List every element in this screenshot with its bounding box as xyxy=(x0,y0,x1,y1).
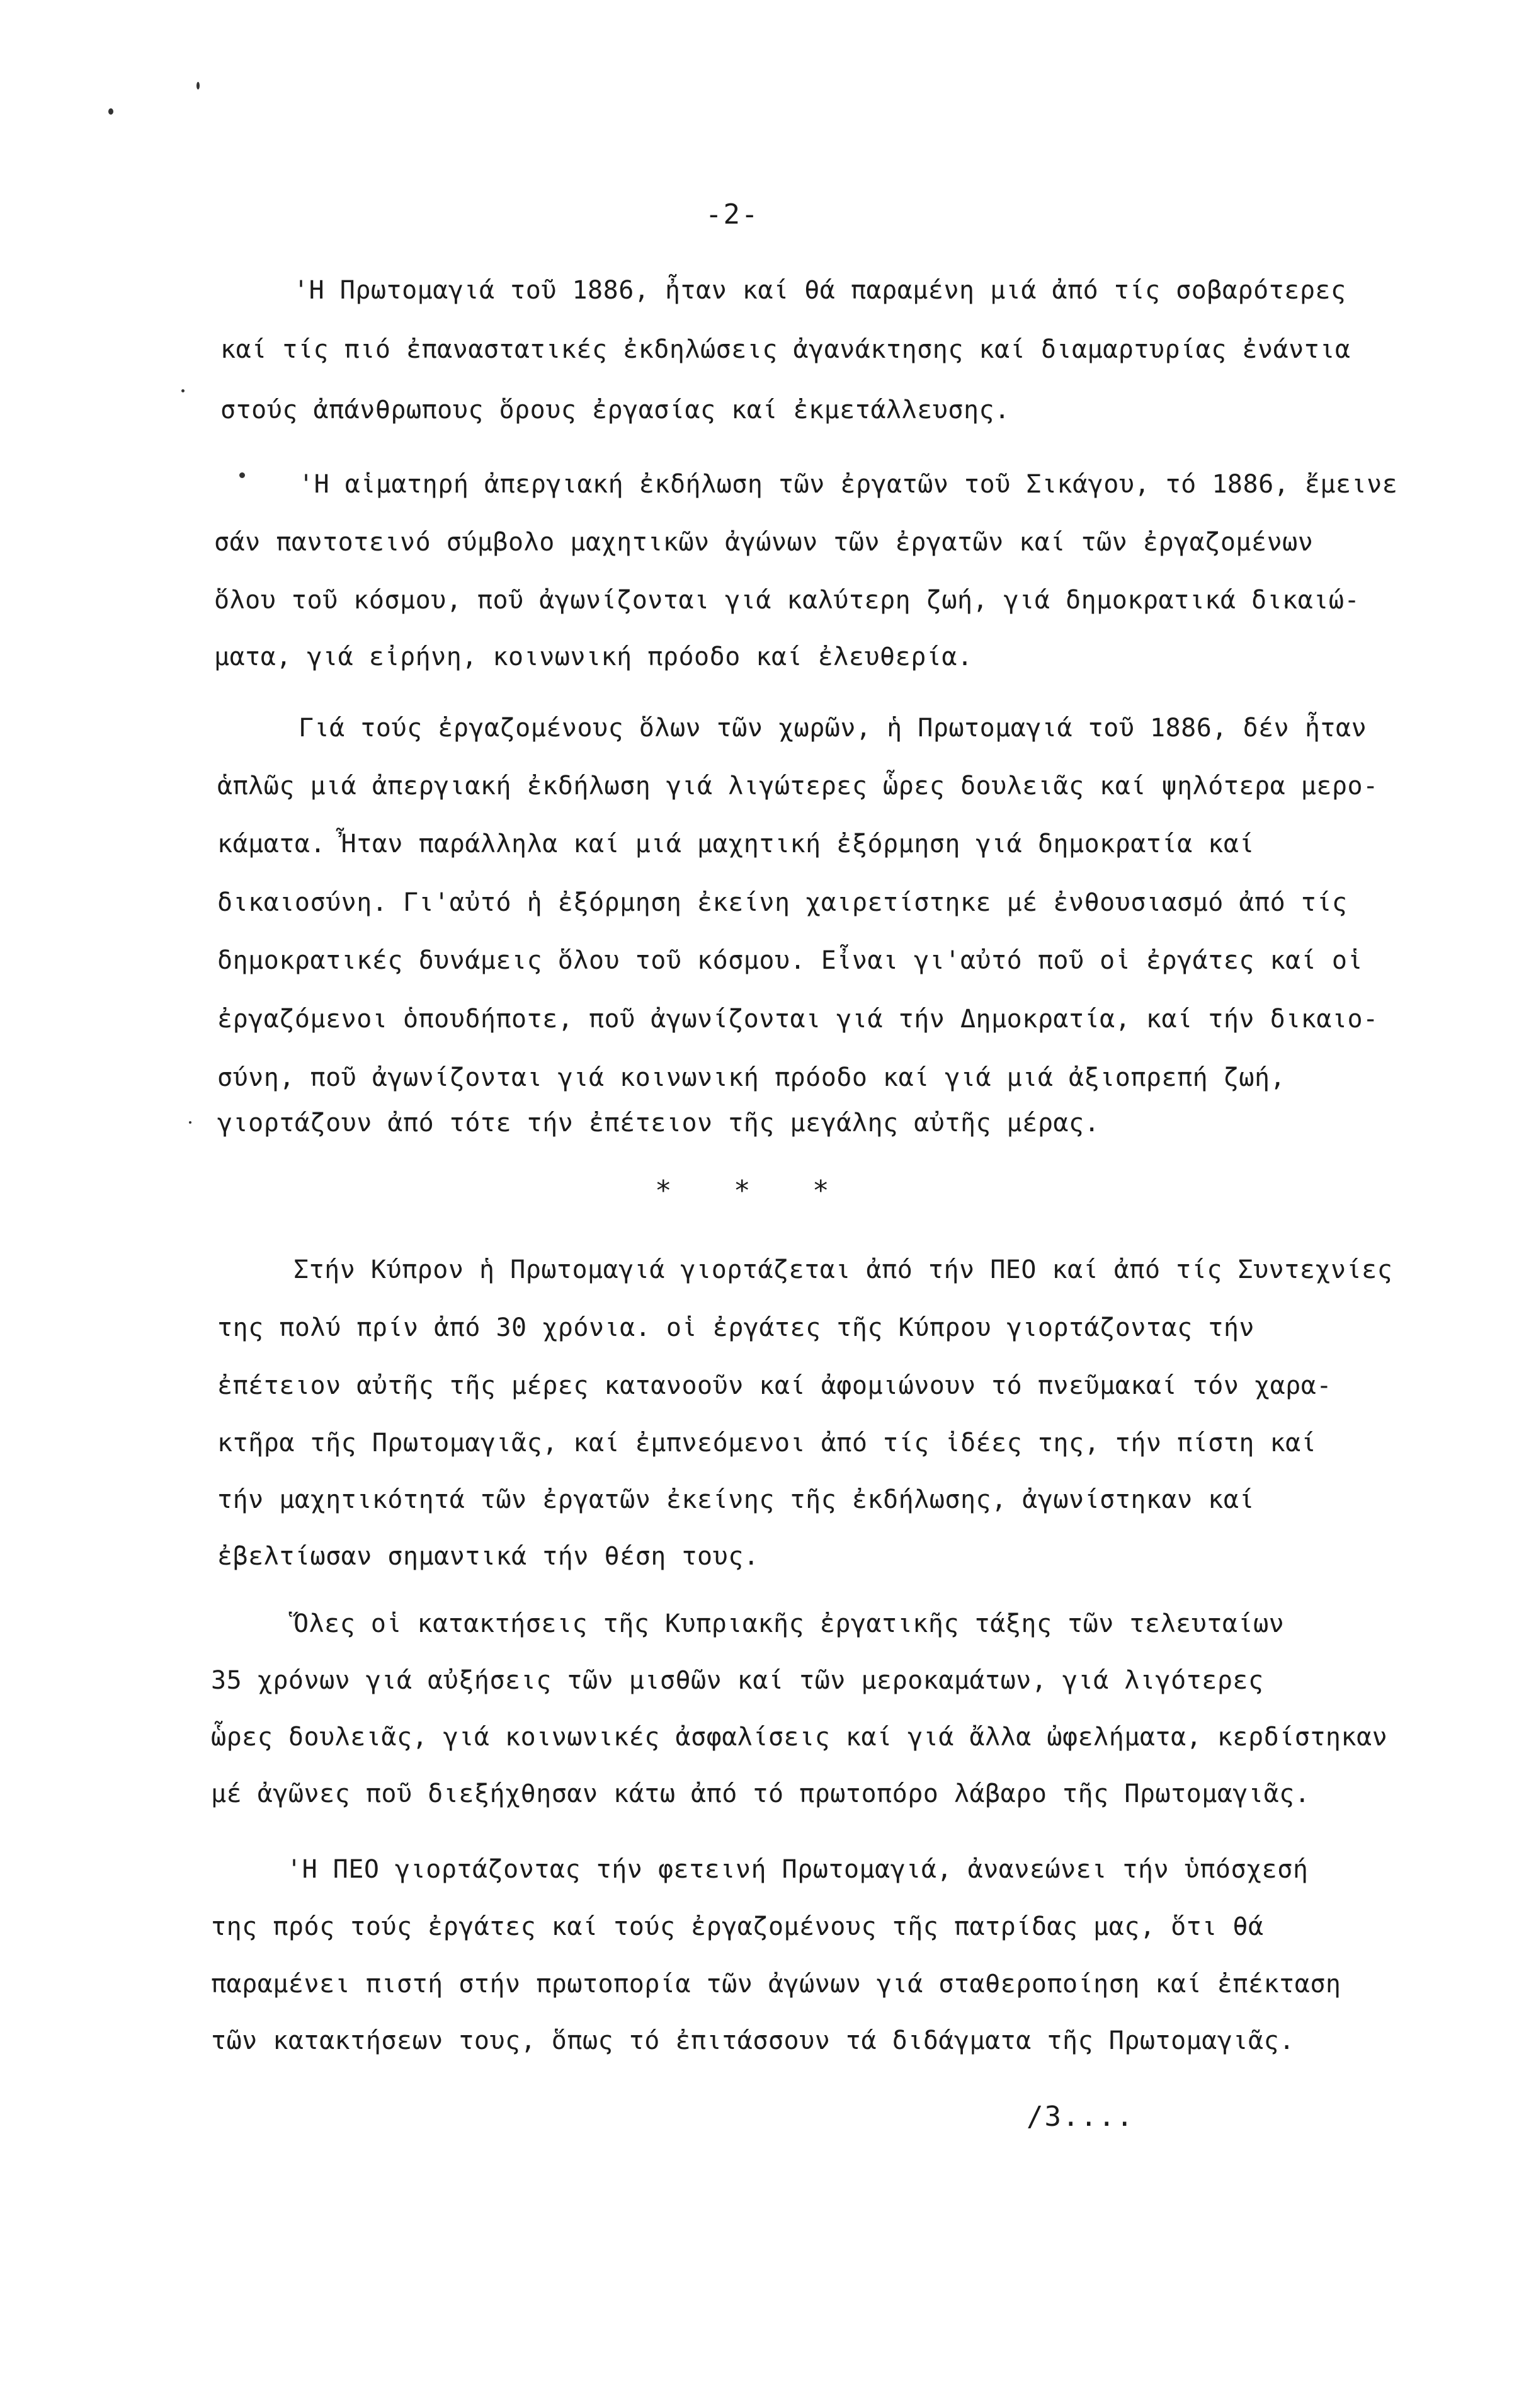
paragraph-1-line-3: στούς ἀπάνθρωπους ὅρους ἐργασίας καί ἐκμετάλλευσης. xyxy=(220,396,1010,425)
paragraph-1-line-1: 'Η Πρωτομαγιά τοῦ 1886, ἦταν καί θά παραμένη μιά ἀπό τίς σοβαρότερες xyxy=(293,276,1346,305)
paragraph-3-line-7: σύνη, ποῦ ἀγωνίζονται γιά κοινωνική πρόοδο καί γιά μιά ἀξιοπρεπή ζωή, xyxy=(217,1063,1286,1092)
paragraph-2-line-1: 'Η αἱματηρή ἀπεργιακή ἐκδήλωση τῶν ἐργατῶν τοῦ Σικάγου, τό 1886, ἔμεινε xyxy=(299,470,1398,499)
paragraph-6-line-1: 'Η ΠΕΟ γιορτάζοντας τήν φετεινή Πρωτομαγιά, ἀνανεώνει τήν ὑπόσχεσή xyxy=(287,1855,1309,1884)
paragraph-1-line-2: καί τίς πιό ἐπαναστατικές ἐκδηλώσεις ἀγανάκτησης καί διαμαρτυρίας ἐνάντια xyxy=(220,335,1351,364)
paragraph-6-line-2: της πρός τούς ἐργάτες καί τούς ἐργαζομένους τῆς πατρίδας μας, ὅτι θά xyxy=(211,1912,1264,1941)
page-continuation-marker: /3.... xyxy=(1027,2101,1134,2133)
paragraph-3-line-3: κάματα. Ἦταν παράλληλα καί μιά μαχητική ἐξόρμηση γιά δημοκρατία καί xyxy=(217,830,1254,859)
paragraph-3-line-1: Γιά τούς ἐργαζομένους ὅλων τῶν χωρῶν, ἡ Πρωτομαγιά τοῦ 1886, δέν ἦταν xyxy=(299,714,1367,743)
paragraph-4-line-2: της πολύ πρίν ἀπό 30 χρόνια. οἱ ἐργάτες τῆς Κύπρου γιορτάζοντας τήν xyxy=(217,1313,1254,1342)
scan-speck xyxy=(181,389,185,392)
paragraph-5-line-4: μέ ἀγῶνες ποῦ διεξήχθησαν κάτω ἀπό τό πρωτοπόρο λάβαρο τῆς Πρωτομαγιᾶς. xyxy=(211,1779,1311,1808)
scan-speck xyxy=(189,1121,191,1124)
scan-speck xyxy=(108,108,113,115)
paragraph-3-line-8: γιορτάζουν ἀπό τότε τήν ἐπέτειον τῆς μεγάλης αὐτῆς μέρας. xyxy=(217,1109,1100,1138)
paragraph-5-line-1: Ὅλες οἱ κατακτήσεις τῆς Κυπριακῆς ἐργατικῆς τάξης τῶν τελευταίων xyxy=(293,1609,1285,1638)
paragraph-6-line-4: τῶν κατακτήσεων τους, ὅπως τό ἐπιτάσσουν τά διδάγματα τῆς Πρωτομαγιᾶς. xyxy=(211,2026,1295,2055)
scan-speck xyxy=(239,472,245,478)
paragraph-3-line-4: δικαιοσύνη. Γι'αὐτό ἡ ἐξόρμηση ἐκείνη χαιρετίστηκε μέ ἐνθουσιασμό ἀπό τίς xyxy=(217,888,1348,917)
paragraph-2-line-2: σάν παντοτεινό σύμβολο μαχητικῶν ἀγώνων τῶν ἐργατῶν καί τῶν ἐργαζομένων xyxy=(214,528,1314,557)
page-number: -2- xyxy=(705,198,759,231)
paragraph-2-line-4: ματα, γιά εἰρήνη, κοινωνική πρόοδο καί ἐλευθερία. xyxy=(214,642,973,671)
paragraph-6-line-3: παραμένει πιστή στήν πρωτοπορία τῶν ἀγώνων γιά σταθεροποίηση καί ἐπέκταση xyxy=(211,1970,1341,1999)
paragraph-3-line-2: ἁπλῶς μιά ἀπεργιακή ἐκδήλωση γιά λιγώτερες ὧρες δουλειᾶς καί ψηλότερα μερο- xyxy=(217,772,1379,801)
paragraph-4-line-3: ἐπέτειον αὐτῆς τῆς μέρες κατανοοῦν καί ἀφομιώνουν τό πνεῦμακαί τόν χαρα- xyxy=(217,1371,1332,1400)
paragraph-2-line-3: ὅλου τοῦ κόσμου, ποῦ ἀγωνίζονται γιά καλύτερη ζωή, γιά δημοκρατικά δικαιώ- xyxy=(214,586,1360,615)
paragraph-4-line-4: κτῆρα τῆς Πρωτομαγιᾶς, καί ἐμπνεόμενοι ἀπό τίς ἰδέες της, τήν πίστη καί xyxy=(217,1429,1317,1458)
paragraph-5-line-2: 35 χρόνων γιά αὐξήσεις τῶν μισθῶν καί τῶν μεροκαμάτων, γιά λιγότερες xyxy=(211,1666,1264,1695)
paragraph-4-line-6: ἐβελτίωσαν σημαντικά τήν θέση τους. xyxy=(217,1542,759,1571)
paragraph-4-line-1: Στήν Κύπρον ἡ Πρωτομαγιά γιορτάζεται ἀπό τήν ΠΕΟ καί ἀπό τίς Συντεχνίες xyxy=(293,1255,1393,1284)
paragraph-5-line-3: ὧρες δουλειᾶς, γιά κοινωνικές ἀσφαλίσεις καί γιά ἄλλα ὠφελήματα, κερδίστηκαν xyxy=(211,1723,1388,1752)
paragraph-3-line-5: δημοκρατικές δυνάμεις ὅλου τοῦ κόσμου. Εἶναι γι'αὐτό ποῦ οἱ ἐργάτες καί οἱ xyxy=(217,946,1363,975)
scan-speck xyxy=(196,82,200,89)
section-break: * * * xyxy=(655,1175,852,1207)
paragraph-3-line-6: ἐργαζόμενοι ὁπουδήποτε, ποῦ ἀγωνίζονται γιά τήν Δημοκρατία, καί τήν δικαιο- xyxy=(217,1005,1379,1034)
paragraph-4-line-5: τήν μαχητικότητά τῶν ἐργατῶν ἐκείνης τῆς ἐκδήλωσης, ἀγωνίστηκαν καί xyxy=(217,1485,1254,1514)
